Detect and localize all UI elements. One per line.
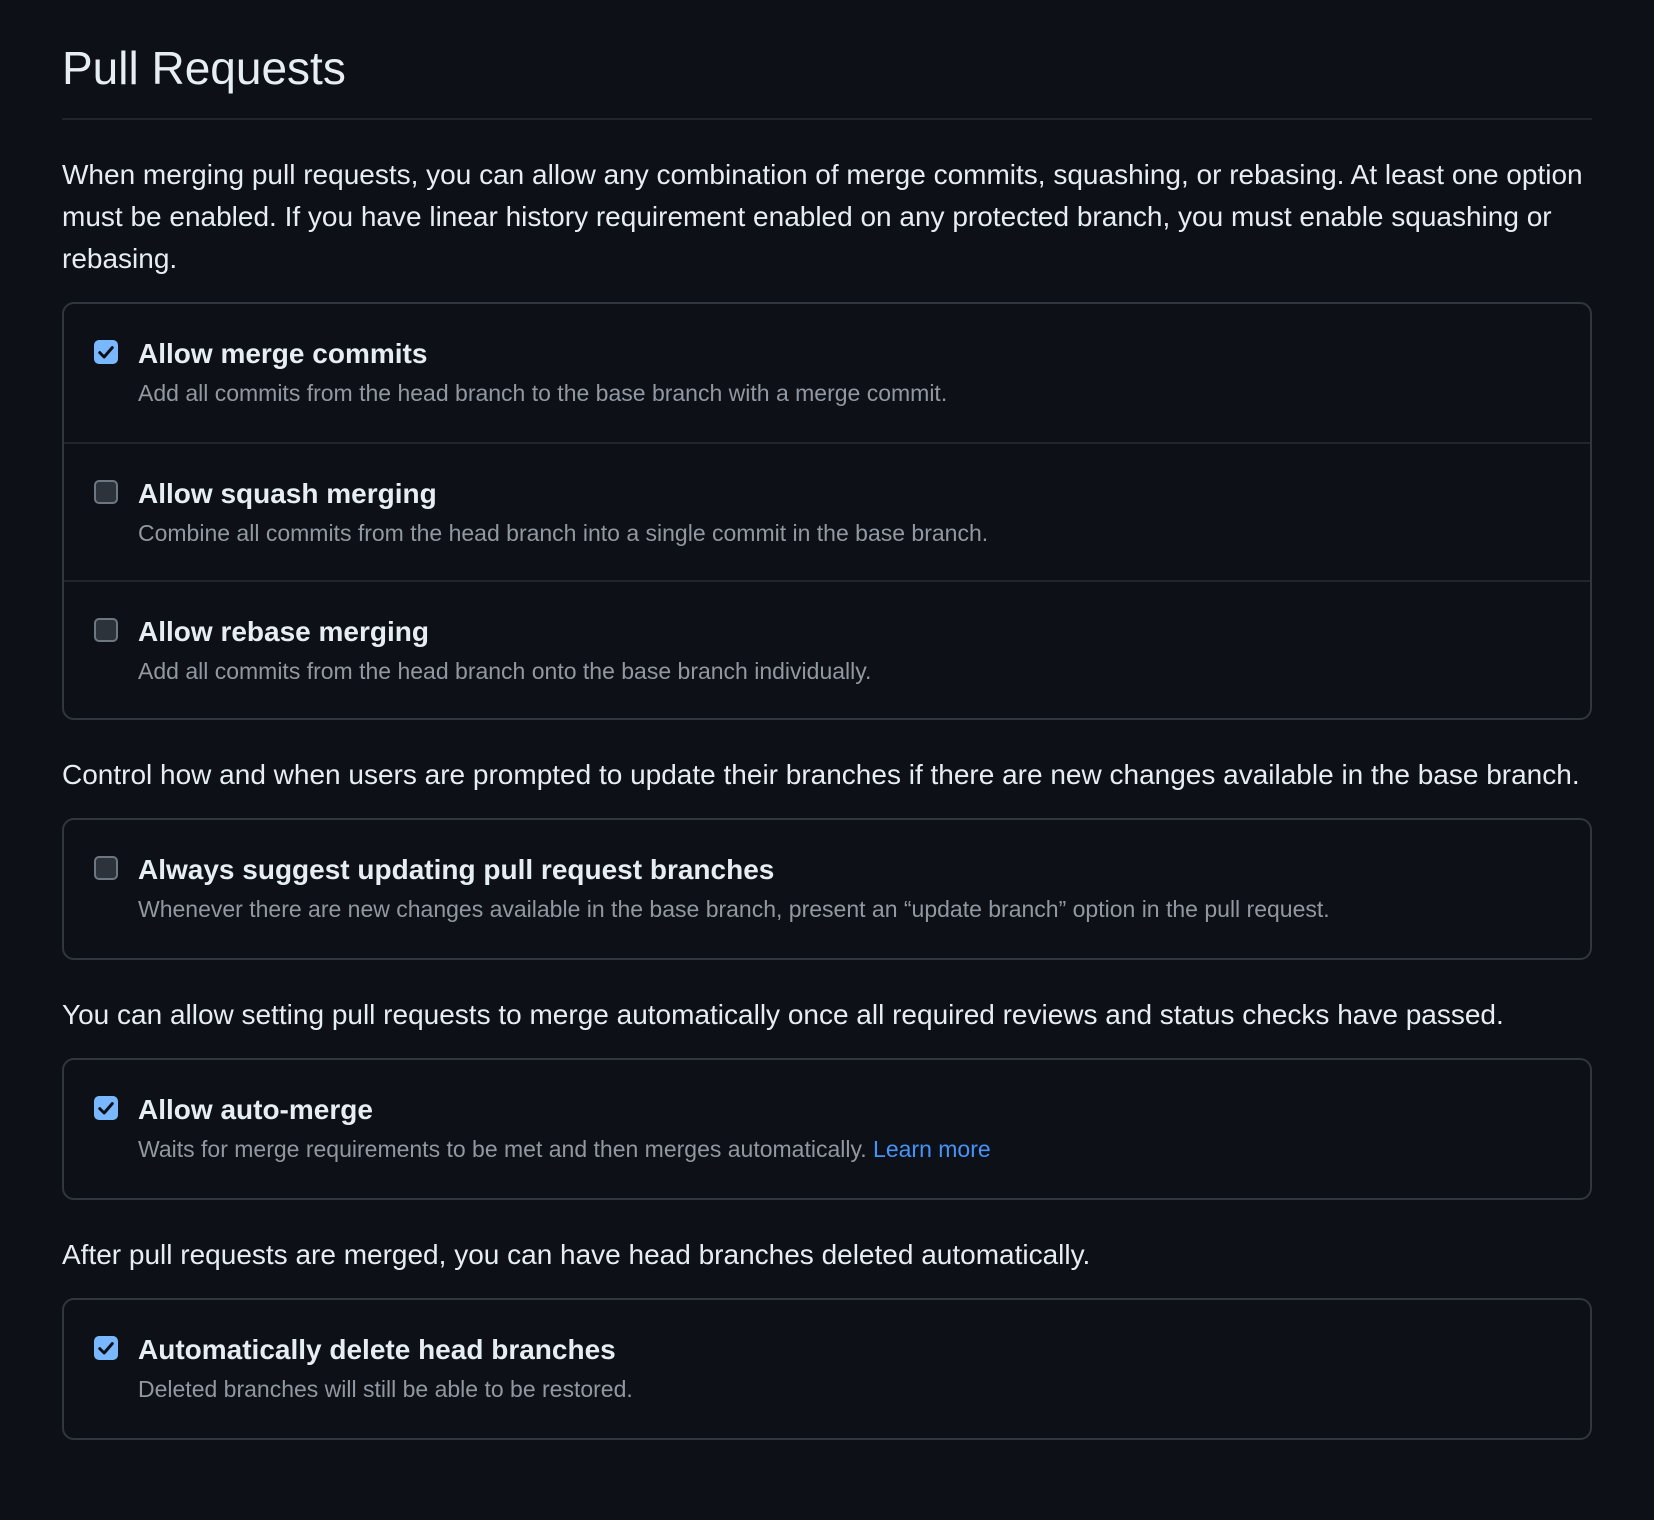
option-allow-merge-commits [64, 304, 1590, 442]
option-allow-rebase-merging [64, 580, 1590, 718]
option-label: Always suggest updating pull request branches [138, 854, 775, 885]
always-suggest-updating-checkbox[interactable] [94, 856, 118, 880]
option-description: Add all commits from the head branch to the base branch with a merge commit. [138, 380, 948, 406]
checkmark-icon [96, 1338, 116, 1358]
allow-squash-merging-checkbox[interactable] [94, 480, 118, 504]
checkmark-icon [96, 342, 116, 362]
option-allow-squash-merging [64, 442, 1590, 580]
option-label: Automatically delete head branches [138, 1334, 616, 1365]
option-description: Add all commits from the head branch onto the base branch individually. [138, 658, 872, 684]
option-description: Deleted branches will still be able to be restored. [138, 1376, 633, 1402]
option-label: Allow rebase merging [138, 616, 429, 647]
merge-intro-text: When merging pull requests, you can allow any combination of merge commits, squashing, or rebasing. At least one option must be enabled. If you have linear history requirement enabled on any protected branch, you must enable squashing or rebasing. [62, 159, 1583, 274]
option-allow-auto-merge [64, 1060, 1590, 1198]
automerge-intro-text: You can allow setting pull requests to merge automatically once all required reviews and status checks have passed. [62, 999, 1504, 1030]
page-title: Pull Requests [62, 42, 346, 94]
update-intro-text: Control how and when users are prompted to update their branches if there are new changes available in the base branch. [62, 759, 1580, 790]
delete-options-box [62, 1298, 1592, 1440]
allow-merge-commits-checkbox[interactable] [94, 340, 118, 364]
option-description-row [138, 1132, 1560, 1166]
option-description: Waits for merge requirements to be met and then merges automatically. [138, 1136, 867, 1162]
option-label: Allow squash merging [138, 478, 437, 509]
delete-intro-text: After pull requests are merged, you can have head branches deleted automatically. [62, 1239, 1091, 1270]
automerge-options-box [62, 1058, 1592, 1200]
option-description: Whenever there are new changes available in the base branch, present an “update branch” option in the pull request. [138, 896, 1330, 922]
update-options-box [62, 818, 1592, 960]
auto-delete-head-branches-checkbox[interactable] [94, 1336, 118, 1360]
allow-rebase-merging-checkbox[interactable] [94, 618, 118, 642]
option-always-suggest-updating [64, 820, 1590, 958]
allow-auto-merge-checkbox[interactable] [94, 1096, 118, 1120]
title-divider [62, 118, 1592, 120]
option-label: Allow merge commits [138, 338, 428, 369]
checkmark-icon [96, 1098, 116, 1118]
learn-more-link[interactable]: Learn more [873, 1136, 991, 1162]
option-label: Allow auto-merge [138, 1094, 373, 1125]
option-description: Combine all commits from the head branch into a single commit in the base branch. [138, 520, 989, 546]
merge-options-box [62, 302, 1592, 720]
option-auto-delete-head-branches [64, 1300, 1590, 1438]
